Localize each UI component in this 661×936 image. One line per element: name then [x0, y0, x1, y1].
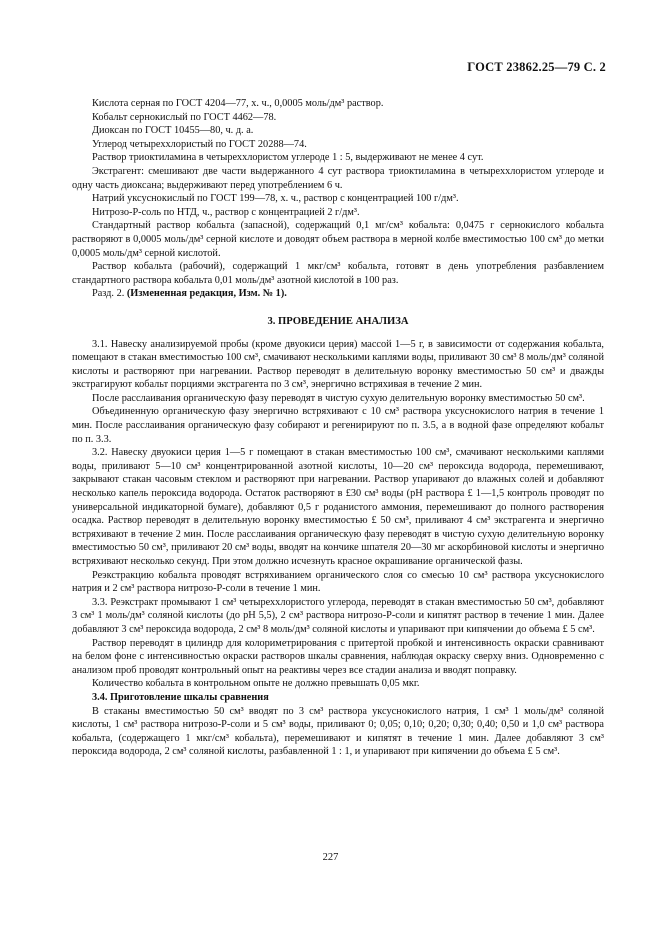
- edition-note-prefix: Разд. 2.: [92, 288, 127, 300]
- reagent-item: Раствор кобальта (рабочий), содержащий 1 мкг/см³ кобальта, готовят в день употребления разбавлением стандартного раствора кобальта 0,01 моль/дм³ азотной кислотой в 100 раз.: [72, 261, 604, 286]
- edition-note: [72, 287, 604, 301]
- paragraph: Реэкстракцию кобальта проводят встряхиванием органического слоя со смесью 10 см³ раствора уксуснокислого натрия и 2 см³ раствора нитрозо-Р-соли в течение 1 мин.: [72, 569, 604, 595]
- subsection-text: В стаканы вместимостью 50 см³ вводят по 3 см³ раствора уксуснокислого натрия, 1 см³ 1 моль/дм³ соляной кислоты, 1 см³ раствора нитрозо-Р-соли и 5 см³ воды, приливают 0; 0,05; 0,10; 0,20; 0,30; 0,40; 0,50 и 1,0 см³ раствора кобальта, (содержащего 1 мкг/см³ кобальта), перемешивают и кипятят в течение 1 мин. Далее добавляют 3 см³ пероксида водорода, 2 см³ соляной кислоты, разбавленной 1 : 1, и упаривают при кипячении до объема £ 5 см³.: [72, 705, 604, 758]
- page-number: 227: [322, 852, 339, 863]
- paragraph: 3.3. Реэкстракт промывают 1 см³ четыреххлористого углерода, переводят в стакан вместимостью 50 см³, добавляют 3 см³ 1 моль/дм³ соляной кислоты (до рН 5,5), 2 см³ раствора нитрозо-Р-соли и кипятят раствор в течение 1 мин. Далее добавляют 3 см³ пероксида водорода, 2 см³ 8 моль/дм³ соляной кислоты и упаривают при кипячении до объема £ 5 см³.: [72, 596, 604, 635]
- reagent-item: Углерод четыреххлористый по ГОСТ 20288—74.: [92, 138, 307, 150]
- paragraph: 3.1. Навеску анализируемой пробы (кроме двуокиси церия) массой 1—5 г, в зависимости от содержания кобальта, помещают в стакан вместимостью 100 см³, смачивают несколькими каплями воды, приливают 30 см³ 8 моль/дм³ соляной кислоты и растворяют при нагревании. Раствор переводят в делительную воронку вместимостью 50 см³ и дважды экстрагируют кобальт порциями экстрагента по 3 см³, энергично встряхивая в течение 2 мин.: [72, 338, 604, 391]
- section-title: 3. ПРОВЕДЕНИЕ АНАЛИЗА: [267, 315, 409, 327]
- document-body: [72, 97, 604, 759]
- paragraph: После расслаивания органическую фазу переводят в чистую сухую делительную воронку вместимостью 50 см³.: [92, 392, 585, 404]
- paragraph: Объединенную органическую фазу энергично встряхивают с 10 см³ раствора уксуснокислого натрия в течение 1 мин. После расслаивания органическую фазу собирают и регенирируют по п. 3.5, а в водной фазе определяют кобальт по п. 3.3.: [72, 406, 604, 445]
- reagent-item: Нитрозо-Р-соль по НТД, ч., раствор с концентрацией 2 г/дм³.: [92, 206, 360, 218]
- paragraph: Раствор переводят в цилиндр для колориметрирования с притертой пробкой и интенсивность окраски сравнивают на белом фоне с интенсивностью окраски растворов шкалы сравнения, наблюдая окраску сверху вниз. Одновременно с анализом проб проводят контрольный опыт на реактивы через все стадии анализа и вводят поправку.: [72, 637, 604, 676]
- reagent-item: Диоксан по ГОСТ 10455—80, ч. д. а.: [92, 125, 254, 137]
- reagent-item: Экстрагент: смешивают две части выдержанного 4 сут раствора триоктиламина в четыреххлористом углероде и одну часть диоксана; выдерживают перед употреблением 6 ч.: [72, 165, 604, 191]
- page-header: ГОСТ 23862.25—79 С. 2: [467, 60, 606, 74]
- reagent-item: Кобальт сернокислый по ГОСТ 4462—78.: [92, 111, 277, 123]
- subsection-title: 3.4. Приготовление шкалы сравнения: [92, 691, 269, 703]
- reagent-item: Кислота серная по ГОСТ 4204—77, х. ч., 0,0005 моль/дм³ раствор.: [92, 98, 384, 109]
- edition-note-bold: (Измененная редакция, Изм. № 1).: [126, 288, 287, 300]
- reagent-item: Натрий уксуснокислый по ГОСТ 199—78, х. ч., раствор с концентрацией 100 г/дм³.: [92, 193, 459, 205]
- paragraph: 3.2. Навеску двуокиси церия 1—5 г помещают в стакан вместимостью 100 см³, смачивают несколькими каплями воды, приливают 5—10 см³ концентрированной азотной кислоты, 10—20 см³ пероксида водорода, перемешивают, закрывают стакан часовым стеклом и растворяют при нагревании. Раствор упаривают до влажных солей и добавляют несколько капель пероксида водорода. Остаток растворяют в £30 см³ воды (рН раствора £ 1—1,5 контроль проводят по универсальной индикаторной бумаге), добавляют 0,5 г роданистого аммония, перемешивают до полного растворения осадка. Раствор переводят в делительную воронку вместимостью £ 50 см³, приливают 4 см³ экстрагента и энергично встряхивают в течение 2 мин. После расслаивания органическую фазу переводят в чистую сухую делительную воронку вместимостью 50 см³, приливают 20 см³ воды, вводят на кончике шпателя 20—30 мг аскорбиновой кислоты и энергично встряхивают несколько секунд. При этом должно исчезнуть красное окрашивание органической фазы.: [72, 447, 604, 567]
- reagent-item: Раствор триоктиламина в четыреххлористом углероде 1 : 5, выдерживают не менее 4 сут.: [92, 152, 484, 164]
- reagent-item: Стандартный раствор кобальта (запасной), содержащий 0,1 мг/см³ кобальта: 0,0475 г сернокислого кобальта растворяют в 0,0005 моль/дм³ серной кислоте и доводят объем раствора в мерной колбе вместимостью 100 см³ до метки 0,0005 моль/дм³ серной кислотой.: [72, 220, 604, 259]
- paragraph: Количество кобальта в контрольном опыте не должно превышать 0,05 мкг.: [92, 678, 420, 690]
